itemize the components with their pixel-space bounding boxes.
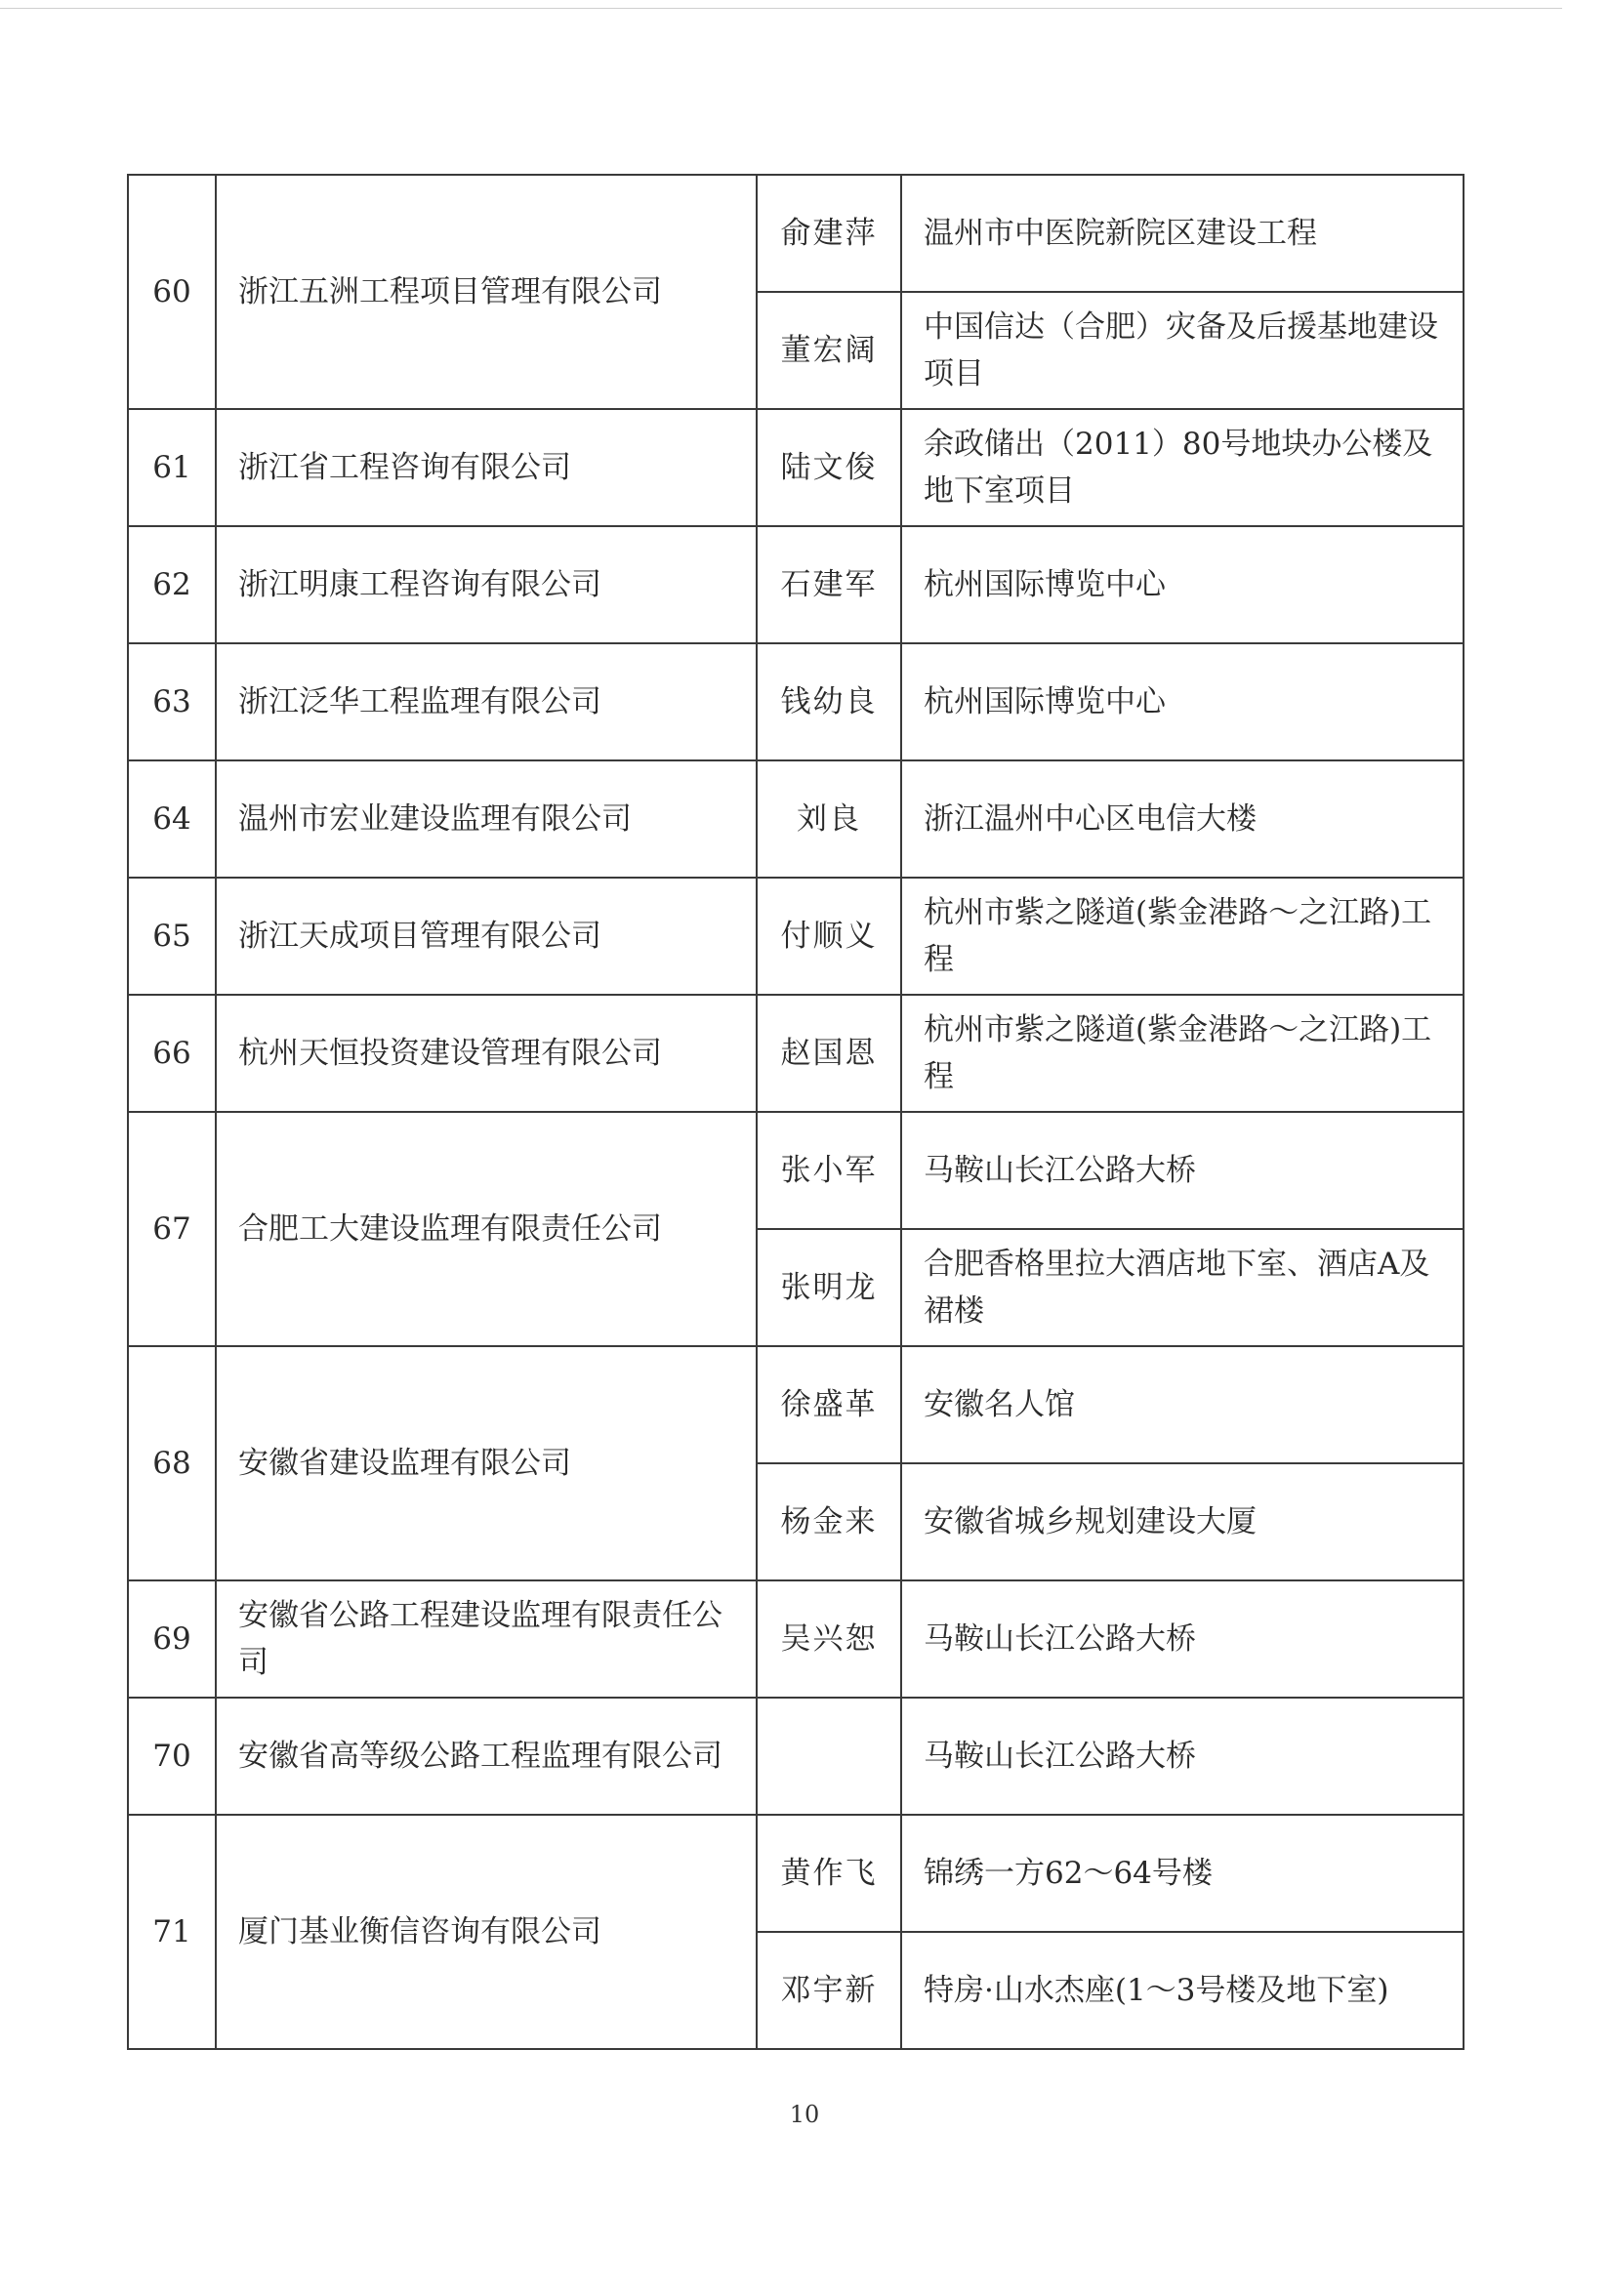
- row-number: 60: [128, 175, 216, 409]
- person-name: 赵国恩: [757, 995, 901, 1112]
- company-name: 安徽省公路工程建设监理有限责任公司: [216, 1580, 757, 1698]
- row-number: 65: [128, 878, 216, 995]
- person-name: 徐盛革: [757, 1346, 901, 1463]
- person-name: 刘良: [757, 760, 901, 878]
- table-row: [128, 1580, 1464, 1698]
- table-row: [128, 409, 1464, 526]
- project-name: 安徽名人馆: [901, 1346, 1464, 1463]
- person-name: 张小军: [757, 1112, 901, 1229]
- project-name: 杭州市紫之隧道(紫金港路～之江路)工程: [901, 878, 1464, 995]
- table-row: [128, 995, 1464, 1112]
- project-name: 马鞍山长江公路大桥: [901, 1698, 1464, 1815]
- person-name: 钱幼良: [757, 643, 901, 760]
- table-row: [128, 760, 1464, 878]
- person-name: 陆文俊: [757, 409, 901, 526]
- row-number: 70: [128, 1698, 216, 1815]
- awards-table: [127, 174, 1465, 2050]
- row-number: 66: [128, 995, 216, 1112]
- table-row: [128, 1698, 1464, 1815]
- company-name: 浙江明康工程咨询有限公司: [216, 526, 757, 643]
- project-name: 中国信达（合肥）灾备及后援基地建设项目: [901, 292, 1464, 409]
- table-row: [128, 526, 1464, 643]
- table-row: [128, 878, 1464, 995]
- company-name: 杭州天恒投资建设管理有限公司: [216, 995, 757, 1112]
- row-number: 62: [128, 526, 216, 643]
- person-name: 吴兴恕: [757, 1580, 901, 1698]
- row-number: 68: [128, 1346, 216, 1580]
- person-name: 邓宇新: [757, 1932, 901, 2049]
- company-name: 浙江天成项目管理有限公司: [216, 878, 757, 995]
- table-row: [128, 175, 1464, 292]
- person-name: [757, 1698, 901, 1815]
- page-number: 10: [789, 2101, 820, 2128]
- person-name: 张明龙: [757, 1229, 901, 1346]
- table-row: [128, 1112, 1464, 1229]
- project-name: 特房·山水杰座(1～3号楼及地下室): [901, 1932, 1464, 2049]
- row-number: 69: [128, 1580, 216, 1698]
- person-name: 董宏阔: [757, 292, 901, 409]
- person-name: 杨金来: [757, 1463, 901, 1580]
- person-name: 石建军: [757, 526, 901, 643]
- project-name: 合肥香格里拉大酒店地下室、酒店A及裙楼: [901, 1229, 1464, 1346]
- company-name: 安徽省建设监理有限公司: [216, 1346, 757, 1580]
- table-row: [128, 1346, 1464, 1463]
- row-number: 67: [128, 1112, 216, 1346]
- table-row: [128, 643, 1464, 760]
- project-name: 安徽省城乡规划建设大厦: [901, 1463, 1464, 1580]
- company-name: 安徽省高等级公路工程监理有限公司: [216, 1698, 757, 1815]
- company-name: 浙江泛华工程监理有限公司: [216, 643, 757, 760]
- project-name: 马鞍山长江公路大桥: [901, 1580, 1464, 1698]
- project-name: 马鞍山长江公路大桥: [901, 1112, 1464, 1229]
- project-name: 杭州国际博览中心: [901, 526, 1464, 643]
- project-name: 余政储出（2011）80号地块办公楼及地下室项目: [901, 409, 1464, 526]
- row-number: 61: [128, 409, 216, 526]
- page-top-rule: [0, 8, 1562, 9]
- project-name: 杭州国际博览中心: [901, 643, 1464, 760]
- row-number: 71: [128, 1815, 216, 2049]
- project-name: 浙江温州中心区电信大楼: [901, 760, 1464, 878]
- company-name: 温州市宏业建设监理有限公司: [216, 760, 757, 878]
- project-name: 锦绣一方62～64号楼: [901, 1815, 1464, 1932]
- person-name: 黄作飞: [757, 1815, 901, 1932]
- company-name: 厦门基业衡信咨询有限公司: [216, 1815, 757, 2049]
- project-name: 温州市中医院新院区建设工程: [901, 175, 1464, 292]
- table-row: [128, 1815, 1464, 1932]
- person-name: 付顺义: [757, 878, 901, 995]
- company-name: 浙江五洲工程项目管理有限公司: [216, 175, 757, 409]
- company-name: 浙江省工程咨询有限公司: [216, 409, 757, 526]
- person-name: 俞建萍: [757, 175, 901, 292]
- project-name: 杭州市紫之隧道(紫金港路～之江路)工程: [901, 995, 1464, 1112]
- company-name: 合肥工大建设监理有限责任公司: [216, 1112, 757, 1346]
- row-number: 63: [128, 643, 216, 760]
- row-number: 64: [128, 760, 216, 878]
